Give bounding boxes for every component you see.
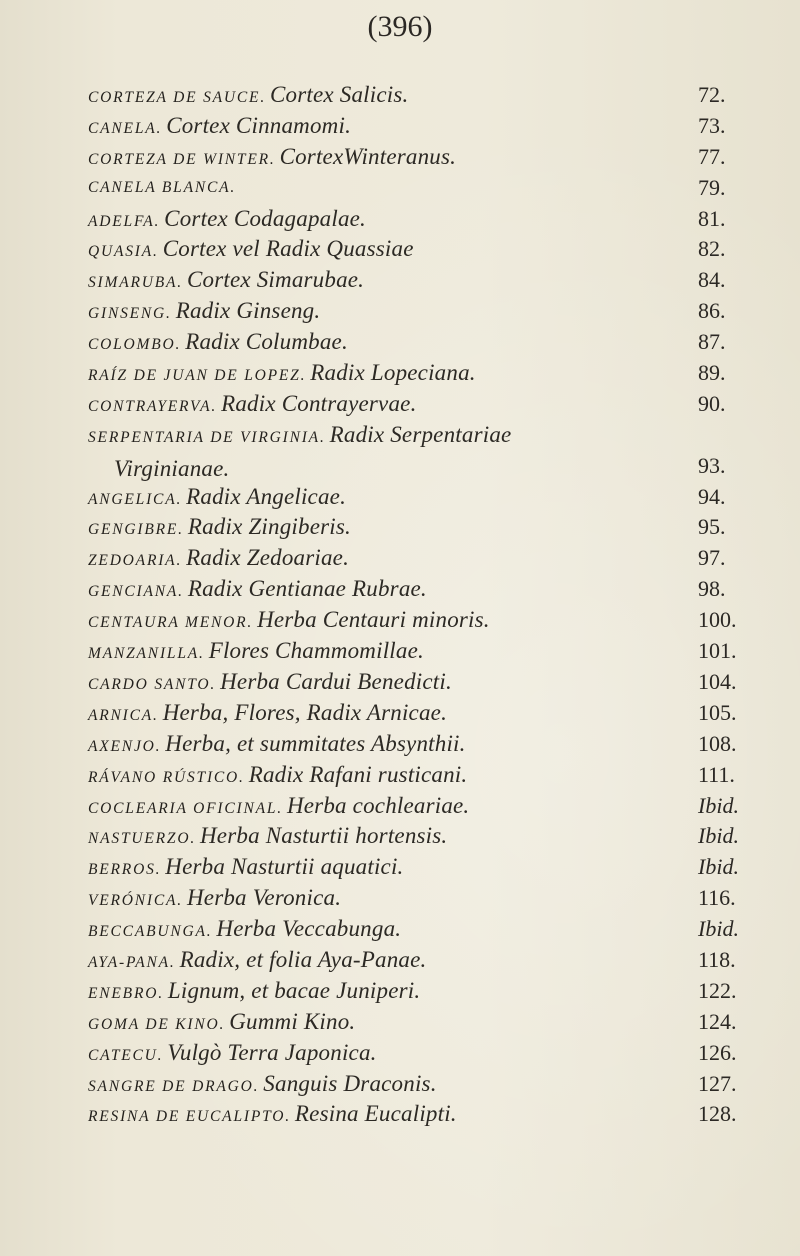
latin-name: Flores Chammomillae. [208,638,424,664]
entry-text [88,1069,688,1103]
latin-name: Radix Ginseng. [175,298,321,324]
entry-text [88,389,688,423]
index-entry [88,729,768,760]
index-entry [88,482,768,513]
index-entry [88,605,768,636]
index-entry [88,234,768,265]
page-reference: 93. [698,452,726,478]
page-reference: 111. [698,761,735,787]
spanish-name: NASTUERZO. [88,830,196,848]
index-entry [88,543,768,574]
latin-name: Radix Zedoariae. [186,545,350,571]
entry-text [88,945,688,979]
spanish-name: GENCIANA. [88,583,184,601]
spanish-name: MANZANILLA. [88,645,205,663]
entry-text [88,512,688,546]
page-number: (396) [367,10,433,43]
entry-text [88,698,688,732]
latin-name: Radix Angelicae. [186,483,347,509]
entry-text [88,883,688,917]
index-entry [88,142,768,173]
page-reference: 81. [698,205,726,231]
latin-name: CortexWinteranus. [279,143,457,169]
page-reference: 82. [698,236,726,262]
entry-text [88,80,688,114]
page-reference: 101. [698,638,737,664]
index-entry [88,574,768,605]
entry-text [88,265,688,299]
latin-name: Cortex Codagapalae. [164,205,367,231]
latin-name-continued: Virginianae. [114,455,230,481]
index-entry [88,389,768,420]
latin-name: Sanguis Draconis. [263,1070,437,1096]
spanish-name: RÁVANO RÚSTICO. [88,768,245,786]
spanish-name: BERROS. [88,861,162,879]
latin-name: Herba Centauri minoris. [257,607,490,633]
spanish-name: AXENJO. [88,737,162,755]
latin-name: Radix Contrayervae. [221,390,417,416]
latin-name: Radix Rafani rusticani. [248,761,468,787]
latin-name: Herba, Flores, Radix Arnicae. [162,699,448,725]
entry-text [88,791,688,825]
index-entry [88,327,768,358]
latin-name: Herba Nasturtii hortensis. [200,823,448,849]
entry-text [88,111,688,145]
index-entry [88,512,768,543]
page-reference: 122. [698,977,737,1003]
spanish-name: CENTAURA MENOR. [88,614,254,632]
spanish-name: GOMA DE KINO. [88,1015,226,1033]
spanish-name: RESINA DE EUCALIPTO. [88,1108,291,1126]
index-entry [88,1069,768,1100]
spanish-name: CARDO SANTO. [88,675,217,693]
latin-name: Herba Nasturtii aquatici. [165,854,404,880]
spanish-name: ARNICA. [88,706,159,724]
latin-name: Radix Columbae. [185,329,348,355]
latin-name: Lignum, et bacae Juniperi. [167,977,421,1003]
page-reference: 126. [698,1039,737,1065]
page-reference: Ibid. [698,823,739,849]
index-entries [88,80,768,1130]
index-entry [88,791,768,822]
spanish-name: GENGIBRE. [88,521,184,539]
entry-text [88,636,688,670]
latin-name: Herba cochleariae. [286,792,470,818]
spanish-name: RAÍZ DE JUAN DE LOPEZ. [88,367,307,385]
index-entry [88,1038,768,1069]
latin-name: Cortex Simarubae. [186,267,365,293]
spanish-name: VERÓNICA. [88,892,183,910]
page-reference: 105. [698,699,737,725]
spanish-name: QUASIA. [88,243,159,261]
index-entry [88,945,768,976]
spanish-name: ANGELICA. [88,490,183,508]
entry-text [88,976,688,1010]
latin-name: Herba, et summitates Absynthii. [165,730,466,756]
page-reference: 98. [698,576,726,602]
page-reference: 72. [698,82,726,107]
page-reference: 95. [698,514,726,540]
index-entry [88,883,768,914]
latin-name: Resina Eucalipti. [294,1101,457,1127]
latin-name: Gummi Kino. [229,1008,356,1034]
entry-text [88,729,688,763]
page-reference: 128. [698,1101,737,1127]
entry-text [88,1007,688,1041]
spanish-name: CORTEZA DE WINTER. [88,150,276,168]
index-entry [88,976,768,1007]
index-entry [88,914,768,945]
entry-text [88,173,688,204]
entry-text [88,296,688,330]
page-reference: 100. [698,607,737,633]
spanish-name: BECCABUNGA. [88,923,213,941]
index-entry [88,420,768,482]
entry-text [88,1038,688,1072]
page-reference: 86. [698,298,726,324]
page-reference: 116. [698,885,736,911]
page-reference: 118. [698,946,736,972]
spanish-name: CANELA BLANCA. [88,178,237,196]
index-entry [88,358,768,389]
latin-name: Cortex Salicis. [270,82,409,107]
spanish-name: CANELA. [88,119,163,137]
entry-text [88,142,688,176]
index-entry [88,111,768,142]
index-entry [88,760,768,791]
page-reference: 108. [698,730,737,756]
latin-name: Radix, et folia Aya-Panae. [179,946,427,972]
page-reference: 84. [698,267,726,293]
index-entry [88,265,768,296]
page-reference: 124. [698,1008,737,1034]
latin-name: Herba Veronica. [186,885,342,911]
spanish-name: GINSENG. [88,305,172,323]
latin-name: Radix Gentianae Rubrae. [187,576,427,602]
entry-text [88,327,688,361]
page-reference: 97. [698,545,726,571]
spanish-name: CATECU. [88,1046,164,1064]
entry-text [88,852,688,886]
index-entry [88,821,768,852]
latin-name: Herba Cardui Benedicti. [220,668,452,694]
index-entry [88,1099,768,1130]
latin-name: Radix Lopeciana. [310,360,476,386]
entry-text [88,234,688,268]
page-reference: Ibid. [698,916,739,942]
page-reference: 73. [698,112,726,138]
index-entry [88,698,768,729]
latin-name: Vulgò Terra Japonica. [167,1039,377,1065]
spanish-name: COCLEARIA OFICINAL. [88,799,283,817]
page-reference: Ibid. [698,792,739,818]
spanish-name: ZEDOARIA. [88,552,183,570]
spanish-name: ADELFA. [88,212,161,230]
entry-text [88,482,688,516]
entry-text [88,358,688,392]
index-entry [88,636,768,667]
entry-text [88,667,688,701]
spanish-name: COLOMBO. [88,336,182,354]
index-entry [88,204,768,235]
page-reference: 89. [698,360,726,386]
page-reference: 79. [698,174,726,200]
latin-name: Radix Serpentariae [329,421,512,447]
entry-text [88,821,688,855]
spanish-name: ENEBRO. [88,984,164,1002]
entry-text [88,574,688,608]
latin-name: Cortex Cinnamomi. [166,112,352,138]
spanish-name: CONTRAYERVA. [88,397,218,415]
entry-text [88,914,688,948]
index-entry [88,852,768,883]
latin-name: Herba Veccabunga. [216,916,402,942]
entry-text [88,543,688,577]
spanish-name: SIMARUBA. [88,274,183,292]
entry-text [88,1099,688,1133]
page-reference: 87. [698,329,726,355]
latin-name: Radix Zingiberis. [187,514,351,540]
entry-text [88,420,688,485]
entry-text [88,760,688,794]
page-reference: Ibid. [698,854,739,880]
page-reference: 104. [698,668,737,694]
page-reference: 127. [698,1070,737,1096]
index-entry [88,667,768,698]
page-reference: 90. [698,390,726,416]
spanish-name: AYA-PANA. [88,953,176,971]
entry-text [88,605,688,639]
index-entry [88,80,768,111]
spanish-name: CORTEZA DE SAUCE. [88,89,267,106]
index-entry [88,1007,768,1038]
entry-text [88,204,688,238]
index-entry [88,173,768,204]
latin-name: Cortex vel Radix Quassiae [162,236,414,262]
spanish-name: SERPENTARIA DE VIRGINIA. [88,428,326,446]
page-reference: 94. [698,483,726,509]
page-reference: 77. [698,143,726,169]
spanish-name: SANGRE DE DRAGO. [88,1077,260,1095]
index-entry [88,296,768,327]
